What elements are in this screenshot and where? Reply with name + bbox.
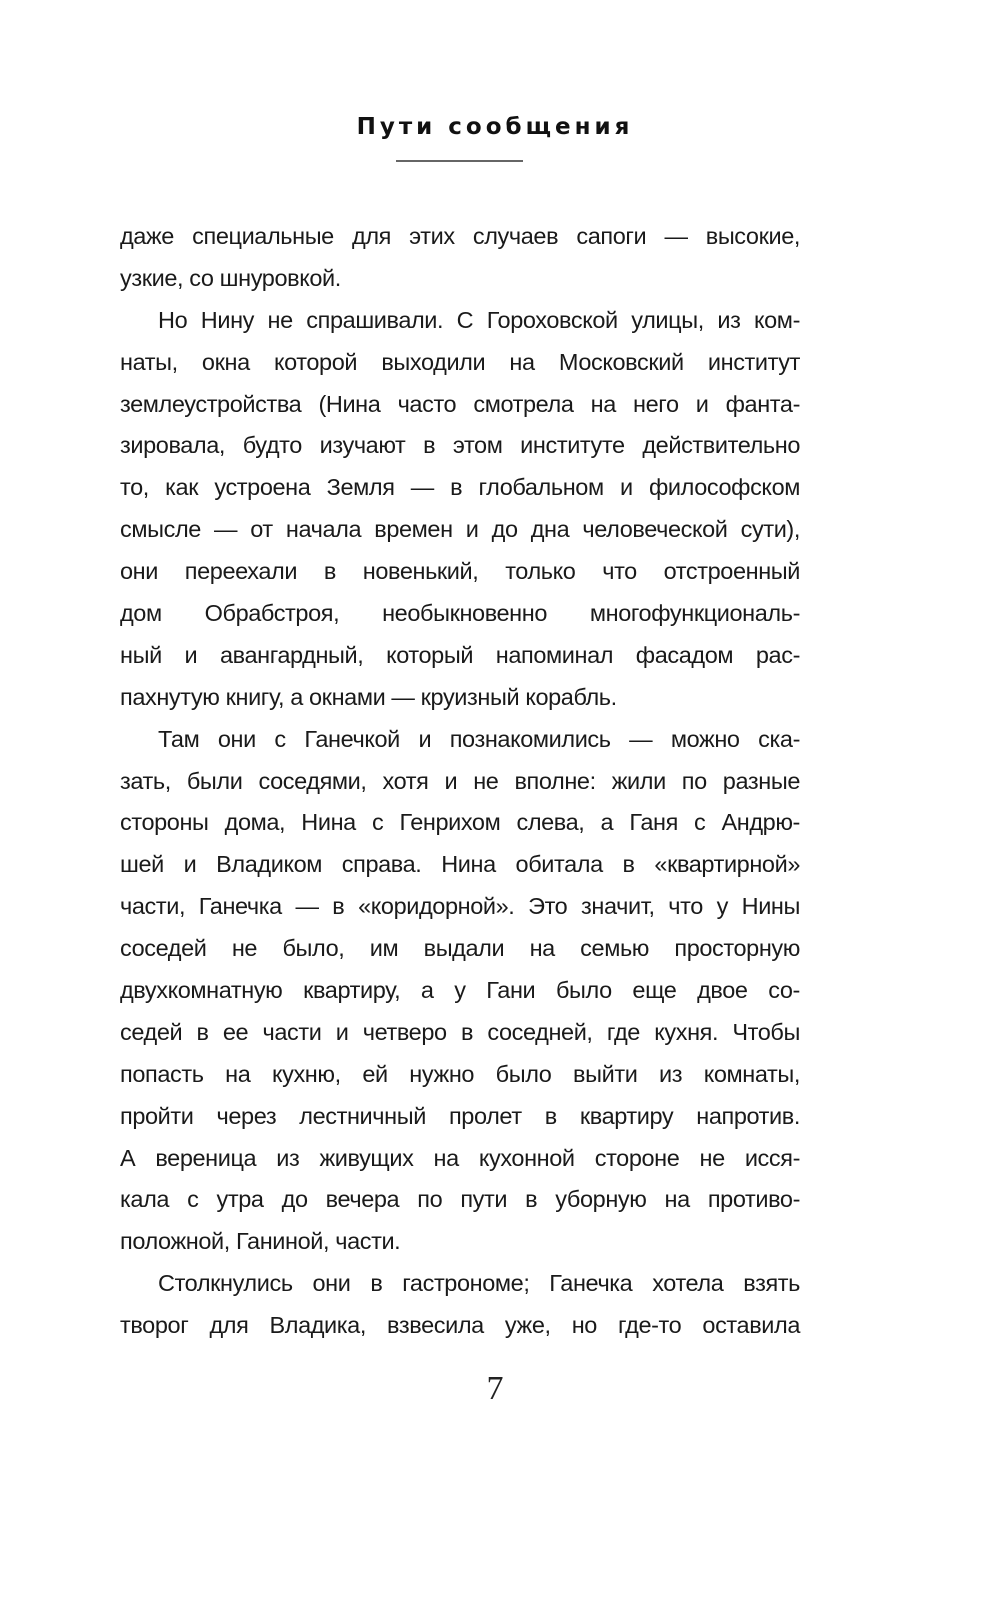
text-line: даже специальные для этих случаев сапоги — высокие, xyxy=(120,223,800,249)
text-line: Но Нину не спрашивали. С Гороховской улицы, из ком- xyxy=(158,306,800,333)
text-line: части, Ганечка — в «коридорной». Это значит, что у Нины xyxy=(120,893,800,920)
text-line: зать, были соседями, хотя и не вполне: жили по разные xyxy=(120,767,800,794)
text-line: наты, окна которой выходили на Московский институт xyxy=(120,348,800,375)
text-line: попасть на кухню, ей нужно было выйти из комнаты, xyxy=(120,1060,800,1087)
text-line: зировала, будто изучают в этом институте действительно xyxy=(120,432,800,459)
text-line: шей и Владиком справа. Нина обитала в «квартирной» xyxy=(120,851,800,878)
text-line: стороны дома, Нина с Генрихом слева, а Ганя с Андрю- xyxy=(120,809,800,836)
text-line: двухкомнатную квартиру, а у Гани было еще двое со- xyxy=(120,977,800,1004)
text-line: дом Обрабстроя, необыкновенно многофункциональ- xyxy=(120,600,800,627)
text-line: кала с утра до вечера по пути в уборную на противо- xyxy=(120,1186,800,1213)
text-line: Столкнулись они в гастрономе; Ганечка хотела взять xyxy=(158,1270,800,1297)
text-line: смысле — от начала времен и до дна человеческой сути), xyxy=(120,516,800,543)
text-line: соседей не было, им выдали на семью просторную xyxy=(120,935,800,962)
body-text xyxy=(120,216,800,1347)
text-line: Там они с Ганечкой и познакомились — можно ска- xyxy=(158,725,800,752)
page-number: 7 xyxy=(486,1370,504,1407)
text-line: ный и авангардный, который напоминал фасадом рас- xyxy=(120,641,800,668)
text-line: они переехали в новенький, только что отстроенный xyxy=(120,558,800,585)
text-line: творог для Владика, взвесила уже, но где-то оставила xyxy=(120,1312,800,1339)
text-line: пройти через лестничный пролет в квартиру напротив. xyxy=(120,1102,800,1129)
header-divider xyxy=(396,160,523,162)
text-line: узкие, со шнуровкой. xyxy=(120,264,341,291)
text-line: А вереница из живущих на кухонной стороне не исся- xyxy=(120,1144,800,1171)
text-line: положной, Ганиной, части. xyxy=(120,1228,401,1255)
running-header: Пути сообщения xyxy=(356,114,634,140)
text-line: седей в ее части и четверо в соседней, где кухня. Чтобы xyxy=(120,1018,800,1045)
text-line: то, как устроена Земля — в глобальном и философском xyxy=(120,474,800,501)
text-line: пахнутую книгу, а окнами — круизный корабль. xyxy=(120,683,617,710)
text-line: землеустройства (Нина часто смотрела на него и фанта- xyxy=(120,390,800,417)
